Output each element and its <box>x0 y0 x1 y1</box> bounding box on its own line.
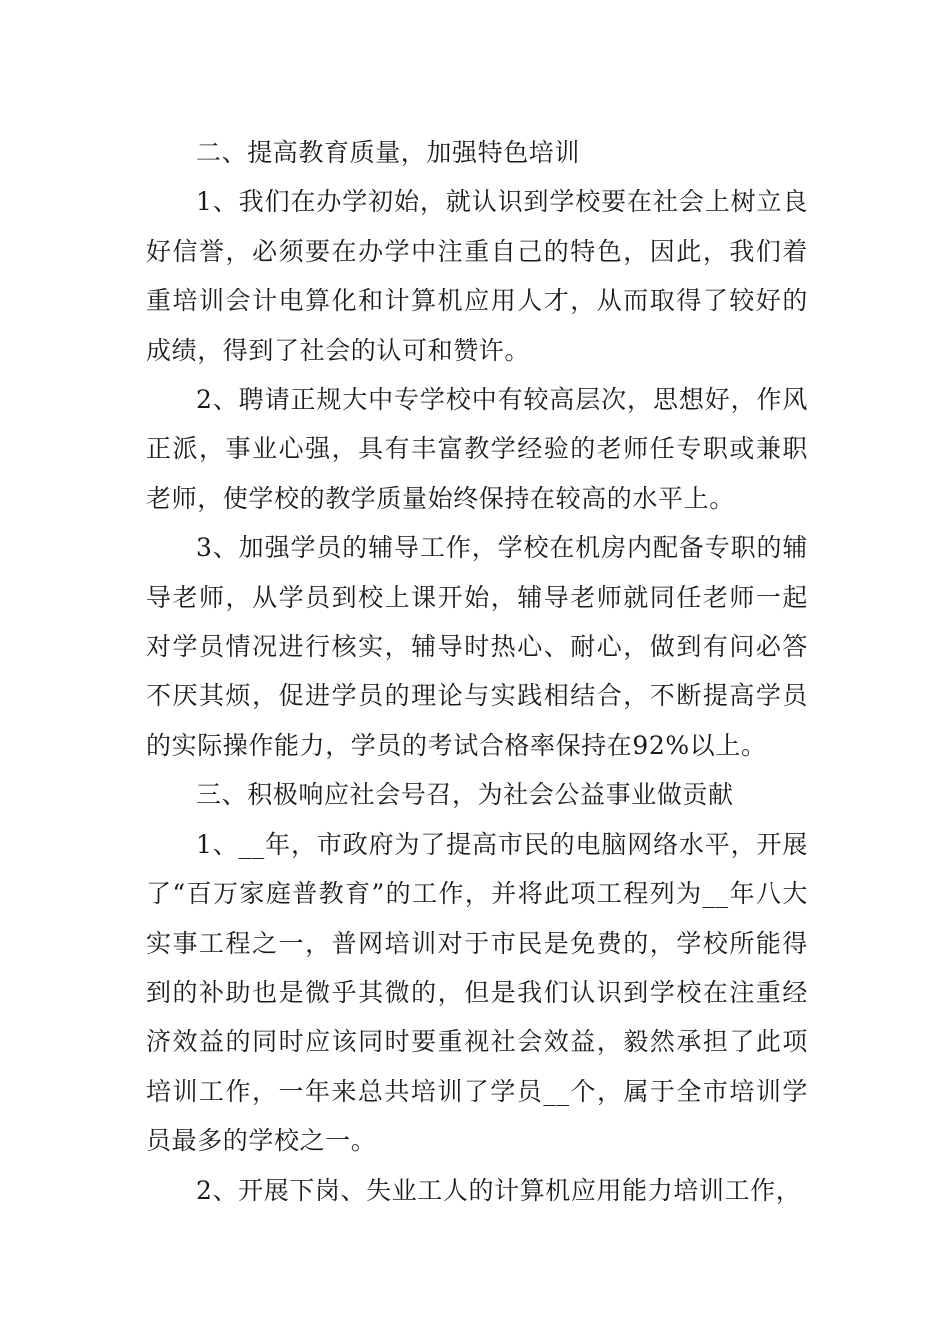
paragraph-2-2: 2、聘请正规大中专学校中有较高层次，思想好，作风正派，事业心强，具有丰富教学经验的老师任专职或兼职老师，使学校的教学质量始终保持在较高的水平上。 <box>146 385 808 513</box>
paragraph-2-1: 1、我们在办学初始，就认识到学校要在社会上树立良好信誉，必须要在办学中注重自己的特色，因此，我们着重培训会计电算化和计算机应用人才，从而取得了较好的成绩，得到了社会的认可和赞许。 <box>146 187 808 365</box>
paragraph-3-2: 2、开展下岗、失业工人的计算机应用能力培训工作， <box>196 1175 802 1205</box>
document-body <box>146 128 808 1215</box>
section-heading-2: 二、提高教育质量，加强特色培训 <box>196 138 581 167</box>
paragraph-2-3: 3、加强学员的辅导工作，学校在机房内配备专职的辅导老师，从学员到校上课开始，辅导老师就同任老师一起对学员情况进行核实，辅导时热心、耐心，做到有问必答不厌其烦，促进学员的理论与实践相结合，不断提高学员的实际操作能力，学员的考试合格率保持在92%以上。 <box>146 533 808 760</box>
paragraph-3-1: 1、__年，市政府为了提高市民的电脑网络水平，开展了“百万家庭普教育”的工作，并将此项工程列为__年八大实事工程之一，普网培训对于市民是免费的，学校所能得到的补助也是微乎其微的，但是我们认识到学校在注重经济效益的同时应该同时要重视社会效益，毅然承担了此项培训工作，一年来总共培训了学员__个，属于全市培训学员最多的学校之一。 <box>146 829 808 1156</box>
section-heading-3: 三、积极响应社会号召，为社会公益事业做贡献 <box>196 780 734 810</box>
